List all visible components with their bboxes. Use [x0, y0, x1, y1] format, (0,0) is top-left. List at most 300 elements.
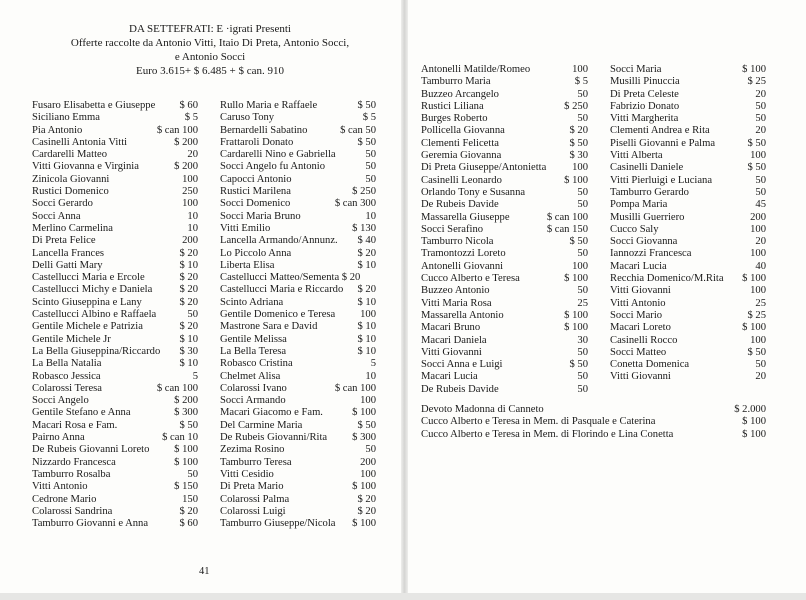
donation-amount: $ 20 — [357, 505, 376, 517]
donor-name: Castellucci Michy e Daniela — [32, 284, 153, 296]
donor-name: Chelmet Alisa — [220, 370, 281, 382]
donation-amount: 50 — [365, 149, 376, 161]
donor-entry — [610, 212, 766, 224]
donor-entry — [32, 432, 198, 444]
donation-amount: $ 10 — [357, 345, 376, 357]
donor-name: Socci Anna e Luigi — [421, 359, 503, 371]
donation-amount: 50 — [577, 113, 588, 125]
donor-name: Bernardelli Sabatino — [220, 124, 308, 136]
donation-amount: $ can 10 — [162, 432, 198, 444]
donation-amount: 100 — [750, 223, 766, 235]
donor-name: Socci Mario — [610, 309, 663, 321]
donor-entry — [220, 494, 376, 506]
list-title: DA SETTEFRATI: E ·igrati Presenti — [129, 23, 291, 35]
donor-entry — [421, 335, 588, 347]
donor-entry — [32, 469, 198, 481]
donor-name: Gentile Domenico e Teresa — [220, 309, 336, 321]
donor-entry — [421, 64, 588, 76]
donation-amount: $ 300 — [174, 407, 198, 419]
donor-entry — [32, 223, 198, 235]
donation-amount: 50 — [577, 88, 588, 100]
donor-name: Buzzeo Arcangelo — [421, 88, 499, 100]
page-bottom-edge — [0, 593, 806, 600]
donation-amount: 50 — [577, 199, 588, 211]
donor-column-1 — [32, 100, 198, 530]
donation-amount: 100 — [572, 64, 588, 75]
donation-amount: $ 20 — [179, 272, 198, 284]
donation-amount: $ 100 — [174, 456, 198, 468]
donation-amount: $ 100 — [352, 518, 376, 530]
donor-entry — [610, 261, 766, 273]
donation-amount: 5 — [370, 358, 376, 370]
donor-entry — [220, 371, 376, 383]
donor-entry — [220, 457, 376, 469]
donor-name: Buzzeo Antonio — [421, 285, 490, 297]
donor-name: Iannozzi Francesca — [610, 248, 692, 260]
donation-amount: 10 — [365, 370, 376, 382]
donation-amount: $ 2.000 — [734, 404, 766, 415]
donor-entry — [610, 359, 766, 371]
donor-name: Recchia Domenico/M.Rita — [610, 273, 724, 285]
donor-entry — [220, 481, 376, 493]
donation-amount: 50 — [187, 468, 198, 480]
donor-name: Liberta Elisa — [220, 259, 275, 271]
donor-entry — [32, 248, 198, 260]
donation-amount: 50 — [365, 173, 376, 185]
donor-entry — [32, 371, 198, 383]
list-subtitle: Offerte raccolte da Antonio Vitti, Itaio Di Preta, Antonio Socci, — [70, 37, 350, 49]
donation-amount: $ 10 — [179, 259, 198, 271]
donation-amount: 200 — [360, 456, 376, 468]
donor-entry — [32, 420, 198, 432]
donation-amount: $ 200 — [174, 395, 198, 407]
donation-amount: $ 10 — [357, 296, 376, 308]
donation-amount: $ can 100 — [546, 211, 588, 223]
donor-entry — [220, 334, 376, 346]
donation-amount: 10 — [365, 210, 376, 222]
donor-name: Castellucci Matteo/Sementa $ 20 — [220, 272, 361, 284]
donor-name: Scinto Adriana — [220, 296, 284, 308]
donation-amount: $ 50 — [179, 419, 198, 431]
donor-name: Siciliano Emma — [32, 112, 100, 124]
donation-amount: $ 50 — [747, 137, 766, 149]
donation-amount: $ 50 — [357, 100, 376, 111]
donor-entry — [32, 211, 198, 223]
donor-name: Clementi Andrea e Rita — [610, 125, 710, 137]
donation-amount: $ 10 — [357, 259, 376, 271]
donor-entry — [610, 113, 766, 125]
donation-amount: $ 10 — [357, 321, 376, 333]
donor-entry — [32, 334, 198, 346]
donor-name: Pairno Anna — [32, 432, 85, 444]
donor-name: Robasco Cristina — [220, 358, 293, 370]
donor-entry — [610, 371, 766, 383]
donation-amount: 50 — [365, 161, 376, 173]
donor-entry — [220, 137, 376, 149]
donor-entry — [610, 76, 766, 88]
donor-entry — [220, 112, 376, 124]
donor-name: Delli Gatti Mary — [32, 259, 103, 271]
donor-name: Del Carmine Maria — [220, 419, 303, 431]
donor-name: Tamburro Maria — [421, 76, 491, 88]
donor-name: Rustici Domenico — [32, 186, 109, 198]
donation-amount: $ 150 — [174, 481, 198, 493]
donation-amount: 250 — [182, 186, 198, 198]
donor-name: De Rubeis Giovanni Loreto — [32, 444, 150, 456]
donation-amount: $ 130 — [352, 222, 376, 234]
donor-entry — [610, 224, 766, 236]
donation-amount: $ 100 — [564, 174, 588, 186]
donor-name: Tamburro Rosalba — [32, 468, 111, 480]
donor-entry — [610, 285, 766, 297]
donor-entry — [220, 395, 376, 407]
donation-amount: $ 5 — [362, 112, 376, 124]
donor-entry — [32, 272, 198, 284]
donor-name: Lancella Armando/Annunz. — [220, 235, 338, 247]
donation-amount: $ can 150 — [546, 223, 588, 235]
donor-name: Orlando Tony e Susanna — [421, 186, 526, 198]
donor-name: La Bella Teresa — [220, 345, 287, 357]
list-subtitle-continued: e Antonio Socci — [174, 51, 246, 63]
donor-entry — [610, 64, 766, 76]
donation-amount: 20 — [755, 236, 766, 248]
donor-name: Socci Anna — [32, 210, 81, 222]
donor-entry — [610, 273, 766, 285]
donation-amount: $ 50 — [569, 359, 588, 371]
donation-amount: 50 — [187, 309, 198, 321]
donor-name: Tamburro Giovanni e Anna — [32, 518, 149, 530]
donor-entry — [421, 101, 588, 113]
list-totals: Euro 3.615+ $ 6.485 + $ can. 910 — [135, 65, 285, 77]
donation-amount: 100 — [750, 150, 766, 162]
donor-name: Tamburro Nicola — [421, 236, 494, 248]
donation-amount: $ 100 — [564, 309, 588, 321]
donor-name: Casinelli Antonia Vitti — [32, 136, 128, 148]
donor-entry — [32, 297, 198, 309]
donor-entry — [32, 161, 198, 173]
donor-entry — [421, 175, 588, 187]
donor-name: Clementi Felicetta — [421, 137, 499, 149]
donation-amount: 100 — [360, 309, 376, 321]
donor-entry — [421, 429, 766, 441]
donor-entry — [220, 248, 376, 260]
donor-name: Massarella Giuseppe — [421, 211, 510, 223]
donor-name: Gentile Michele Jr — [32, 333, 111, 345]
donor-name: Socci Serafino — [421, 223, 484, 235]
donation-amount: 100 — [182, 198, 198, 210]
donor-name: Castellucci Albino e Raffaela — [32, 309, 157, 321]
donor-entry — [220, 383, 376, 395]
donation-amount: $ can 100 — [156, 124, 198, 136]
donor-name: Colarossi Palma — [220, 493, 290, 505]
donation-amount: $ 100 — [742, 273, 766, 285]
donor-entry — [610, 298, 766, 310]
donor-name: Socci Angelo fu Antonio — [220, 161, 326, 173]
donor-entry — [220, 174, 376, 186]
donor-name: Colarossi Luigi — [220, 505, 286, 517]
donor-entry — [32, 518, 198, 530]
donation-amount: 10 — [187, 222, 198, 234]
donation-amount: 200 — [182, 235, 198, 247]
donation-amount: $ can 50 — [340, 124, 376, 136]
donor-name: Vitti Cesidio — [220, 468, 274, 480]
donation-amount: $ 50 — [569, 236, 588, 248]
donation-amount: 50 — [365, 444, 376, 456]
donor-name: Cardarelli Matteo — [32, 149, 108, 161]
donor-entry — [421, 359, 588, 371]
donor-entry — [32, 284, 198, 296]
donor-entry — [32, 137, 198, 149]
donor-name: Pollicella Giovanna — [421, 125, 505, 137]
donor-name: Piselli Giovanni e Palma — [610, 137, 716, 149]
donor-name: Scinto Giuseppina e Lany — [32, 296, 142, 308]
donation-amount: 50 — [577, 383, 588, 395]
donation-amount: 100 — [360, 468, 376, 480]
donor-name: Di Preta Giuseppe/Antonietta — [421, 162, 547, 174]
donor-entry — [32, 383, 198, 395]
donor-name: Macari Giacomo e Fam. — [220, 407, 323, 419]
donor-entry — [421, 416, 766, 428]
donor-name: Vitti Alberta — [610, 150, 663, 162]
donor-entry — [610, 199, 766, 211]
donation-amount: $ 25 — [747, 309, 766, 321]
donor-entry — [421, 248, 588, 260]
donor-entry — [32, 100, 198, 112]
donor-entry — [610, 138, 766, 150]
donor-entry — [421, 404, 766, 416]
donation-amount: $ 5 — [184, 112, 198, 124]
donor-name: Vitti Pierluigi e Luciana — [610, 174, 713, 186]
donor-name: Di Preta Celeste — [610, 88, 679, 100]
donor-entry — [220, 260, 376, 272]
donation-amount: 150 — [182, 493, 198, 505]
donor-name: Socci Angelo — [32, 395, 89, 407]
donor-entry — [610, 322, 766, 334]
donor-entry — [32, 309, 198, 321]
donor-name: Vitti Maria Rosa — [421, 297, 492, 309]
donor-entry — [220, 309, 376, 321]
donor-entry — [220, 346, 376, 358]
donor-name: Casinelli Daniele — [610, 162, 684, 174]
donor-entry — [220, 100, 376, 112]
donation-amount: $ 50 — [747, 162, 766, 174]
donor-entry — [610, 162, 766, 174]
donor-name: Vitti Giovanni — [610, 371, 671, 383]
donation-amount: 50 — [577, 371, 588, 383]
donor-entry — [421, 138, 588, 150]
donation-amount: 50 — [755, 359, 766, 371]
donation-amount: 100 — [750, 285, 766, 297]
donor-entry — [220, 186, 376, 198]
donation-amount: $ 60 — [179, 518, 198, 530]
donation-amount: $ 200 — [174, 161, 198, 173]
donation-amount: $ 250 — [352, 186, 376, 198]
donation-amount: $ 40 — [357, 235, 376, 247]
donation-amount: $ 50 — [747, 346, 766, 358]
donor-name: Socci Gerardo — [32, 198, 93, 210]
donor-entry — [220, 211, 376, 223]
donor-name: Frattaroli Donato — [220, 136, 294, 148]
donor-entry — [220, 284, 376, 296]
donor-entry — [421, 76, 588, 88]
donation-amount: 100 — [750, 248, 766, 260]
donor-entry — [421, 310, 588, 322]
donation-amount: 20 — [755, 371, 766, 383]
donation-amount: $ 10 — [357, 333, 376, 345]
donation-amount: 25 — [755, 297, 766, 309]
page-number: 41 — [199, 566, 210, 577]
donor-name: Pia Antonio — [32, 124, 83, 136]
donor-name: Cardarelli Nino e Gabriella — [220, 149, 336, 161]
donor-name: Di Preta Mario — [220, 481, 284, 493]
donor-entry — [220, 506, 376, 518]
donation-amount: 50 — [755, 174, 766, 186]
donation-amount: $ can 300 — [334, 198, 376, 210]
donor-name: Lo Piccolo Anna — [220, 247, 292, 259]
donor-entry — [421, 236, 588, 248]
donation-amount: $ 20 — [179, 505, 198, 517]
donor-name: Fusaro Elisabetta e Giuseppe — [32, 100, 156, 111]
donation-amount: $ 20 — [179, 296, 198, 308]
donor-entry — [421, 212, 588, 224]
donor-entry — [32, 481, 198, 493]
donor-entry — [421, 298, 588, 310]
donor-name: Tramontozzi Loreto — [421, 248, 506, 260]
donation-amount: $ 200 — [174, 136, 198, 148]
donor-entry — [32, 457, 198, 469]
donor-entry — [32, 346, 198, 358]
donation-amount: 50 — [755, 100, 766, 112]
donation-amount: 50 — [577, 248, 588, 260]
donation-amount: $ 50 — [357, 136, 376, 148]
donor-name: Tamburro Giuseppe/Nicola — [220, 518, 336, 530]
donor-name: Casinelli Leonardo — [421, 174, 502, 186]
donor-name: Macari Daniela — [421, 334, 487, 346]
donation-amount: 100 — [750, 334, 766, 346]
donor-entry — [32, 186, 198, 198]
donor-entry — [220, 432, 376, 444]
donor-entry — [32, 395, 198, 407]
donation-amount: $ 20 — [357, 493, 376, 505]
donor-entry — [32, 506, 198, 518]
donor-name: Devoto Madonna di Canneto — [421, 404, 544, 415]
donor-name: Vitti Giovanni — [610, 285, 671, 297]
donation-amount: $ 20 — [179, 284, 198, 296]
donor-name: Macari Loreto — [610, 322, 671, 334]
donor-name: Rustici Marilena — [220, 186, 291, 198]
donor-entry — [421, 125, 588, 137]
donor-name: Zezima Rosino — [220, 444, 285, 456]
donation-amount: 50 — [577, 186, 588, 198]
donor-column-2 — [220, 100, 376, 530]
donor-name: Robasco Jessica — [32, 370, 101, 382]
donor-name: Vitti Giovanna e Virginia — [32, 161, 139, 173]
donor-name: Lancella Frances — [32, 247, 105, 259]
donor-entry — [610, 187, 766, 199]
donor-entry — [220, 407, 376, 419]
donor-name: Pompa Maria — [610, 199, 668, 211]
donation-amount: 50 — [577, 346, 588, 358]
donation-amount: $ 25 — [747, 76, 766, 88]
donor-name: Antonelli Giovanni — [421, 260, 504, 272]
donor-name: Castellucci Maria e Riccardo — [220, 284, 344, 296]
donation-amount: $ 20 — [179, 247, 198, 259]
donor-name: Socci Maria — [610, 64, 662, 75]
donor-name: Tamburro Teresa — [220, 456, 292, 468]
donor-entry — [32, 112, 198, 124]
donor-entry — [610, 150, 766, 162]
donor-entry — [220, 469, 376, 481]
donor-entry — [220, 358, 376, 370]
donor-name: Caruso Tony — [220, 112, 275, 124]
donor-entry — [220, 125, 376, 137]
donation-amount: $ 100 — [564, 273, 588, 285]
donor-entry — [610, 175, 766, 187]
donor-name: Cucco Alberto e Teresa — [421, 273, 520, 285]
donor-name: Antonelli Matilde/Romeo — [421, 64, 531, 75]
donation-amount: $ 20 — [357, 247, 376, 259]
donor-name: Merlino Carmelina — [32, 222, 113, 234]
donor-name: Geremia Giovanna — [421, 150, 502, 162]
donation-amount: 5 — [192, 370, 198, 382]
donor-entry — [32, 407, 198, 419]
donor-name: Fabrizio Donato — [610, 100, 680, 112]
donation-amount: $ 10 — [179, 358, 198, 370]
donor-entry — [32, 149, 198, 161]
donor-name: Socci Domenico — [220, 198, 291, 210]
donation-amount: 200 — [750, 211, 766, 223]
donor-name: Socci Armando — [220, 395, 286, 407]
donor-name: Socci Giovanna — [610, 236, 678, 248]
donation-amount: $ 100 — [352, 407, 376, 419]
donor-name: Colarossi Ivano — [220, 382, 287, 394]
donor-name: Musilli Pinuccia — [610, 76, 680, 88]
donation-amount: $ 60 — [179, 100, 198, 111]
donation-amount: $ 100 — [742, 322, 766, 334]
donation-amount: 10 — [187, 210, 198, 222]
donor-name: De Rubeis Davide — [421, 383, 499, 395]
donor-name: Vitti Antonio — [32, 481, 88, 493]
donation-amount: 20 — [187, 149, 198, 161]
donor-entry — [421, 347, 588, 359]
donor-entry — [610, 101, 766, 113]
donor-name: Vitti Antonio — [610, 297, 666, 309]
donation-amount: $ 100 — [742, 64, 766, 75]
donor-name: Rustici Liliana — [421, 100, 484, 112]
donation-amount: 100 — [182, 173, 198, 185]
donor-name: Colarossi Teresa — [32, 382, 102, 394]
donor-entry — [610, 125, 766, 137]
donor-entry — [32, 321, 198, 333]
donor-entry — [32, 444, 198, 456]
donor-name: Nizzardo Francesca — [32, 456, 116, 468]
donation-amount: 40 — [755, 260, 766, 272]
donation-amount: 20 — [755, 88, 766, 100]
donor-entry — [220, 272, 376, 284]
donor-name: Cucco Alberto e Teresa in Mem. di Pasquale e Caterina — [421, 416, 656, 428]
donor-entry — [32, 494, 198, 506]
donor-entry — [421, 224, 588, 236]
donation-amount: $ 20 — [357, 284, 376, 296]
donation-amount: $ 250 — [564, 100, 588, 112]
donation-amount: $ 30 — [179, 345, 198, 357]
donor-name: Cedrone Mario — [32, 493, 97, 505]
donor-name: La Bella Giuseppina/Riccardo — [32, 345, 161, 357]
donor-entry — [421, 384, 588, 396]
donation-amount: 100 — [572, 162, 588, 174]
donor-name: Macari Rosa e Fam. — [32, 419, 118, 431]
donor-name: Casinelli Rocco — [610, 334, 678, 346]
